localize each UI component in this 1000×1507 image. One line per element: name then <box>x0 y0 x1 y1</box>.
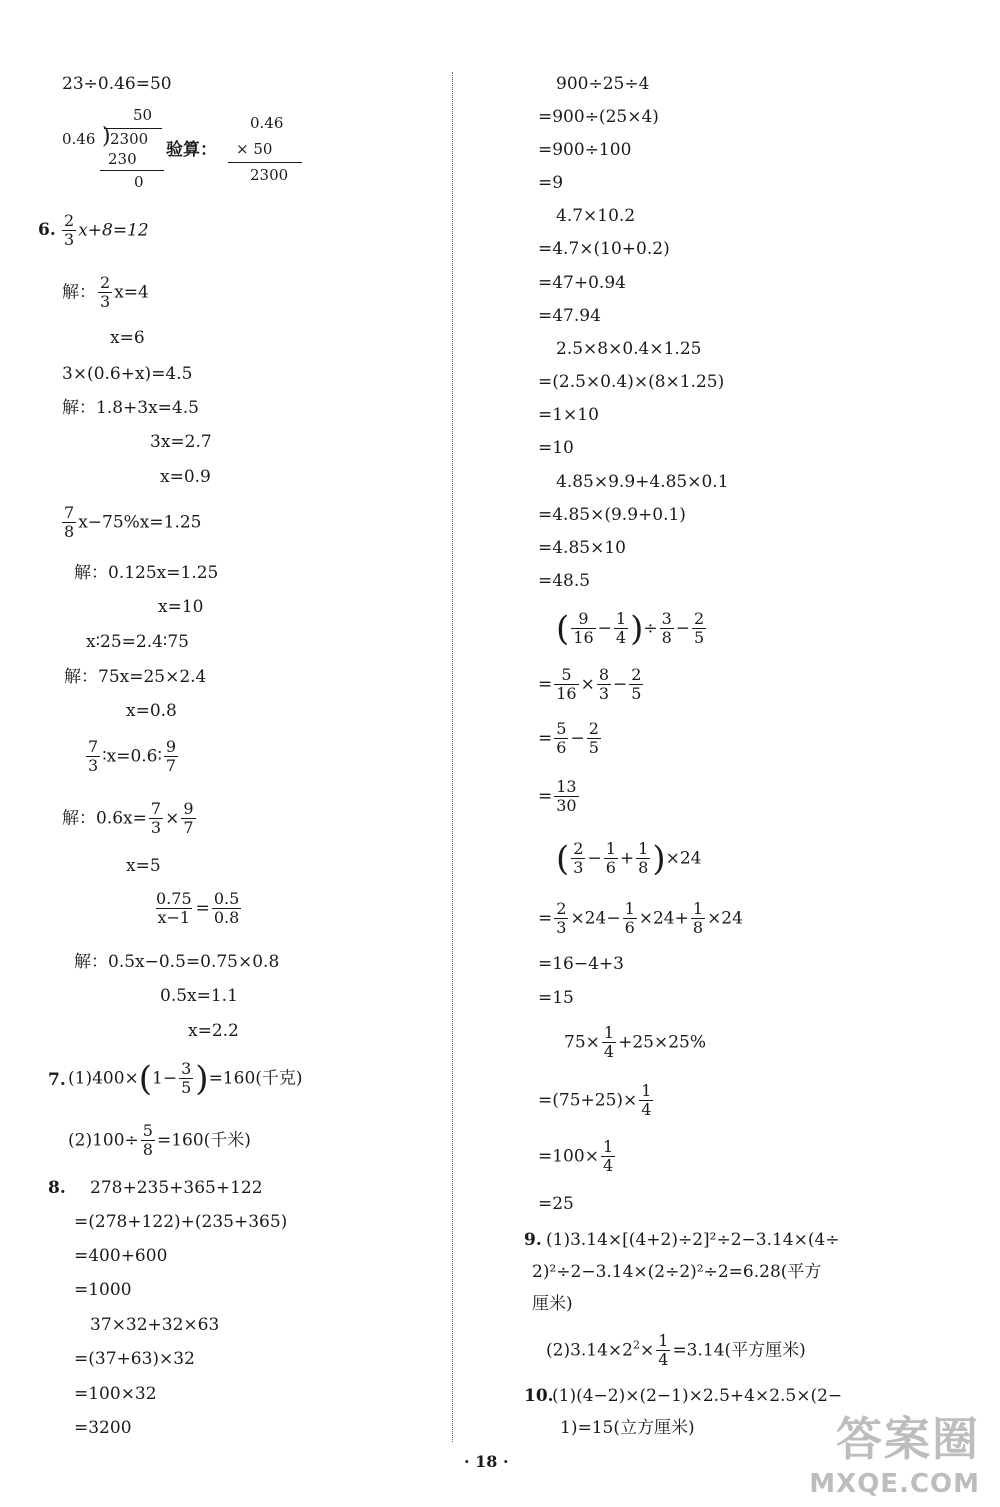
column-divider <box>452 72 453 1442</box>
r-g5-l2: = $\frac{5}{16}$ × $\frac{8}{3}$ − $\frac{2}{5}$ <box>538 665 642 704</box>
q10-line-2: 1)=15(立方厘米) <box>560 1418 695 1438</box>
check-label: 验算： <box>166 140 217 160</box>
division-dividend: 2300 <box>110 130 149 148</box>
q9-line-2: 2)²÷2−3.14×(2÷2)²÷2=6.28(平方 <box>532 1262 822 1282</box>
q6-e4-step2: x=0.8 <box>126 701 177 721</box>
r-g4-l2: =4.85×(9.9+0.1) <box>538 505 686 525</box>
q6-e1-solution: 解： $\frac{2}{3}$ x=4 <box>62 273 149 312</box>
q6-e2-step1: 解：1.8+3x=4.5 <box>62 398 199 418</box>
r-g3-l4: =10 <box>538 438 574 458</box>
check-top: 0.46 <box>250 114 284 132</box>
q9-line-4: $(2)3.14\times 2^2\times$ $\frac{1}{4}$ =3.14(平方厘米) <box>546 1331 806 1370</box>
q8-line-8: =3200 <box>74 1418 132 1438</box>
r-g6-l1: ( $\frac{2}{3}$ − $\frac{1}{6}$ + $\frac{1}{8}$ )×24 <box>556 838 702 879</box>
r-g4-l1: 4.85×9.9+4.85×0.1 <box>556 472 729 492</box>
r-g3-l1: 2.5×8×0.4×1.25 <box>556 339 702 359</box>
division-bracket: ) <box>102 124 111 149</box>
q6-e6-step2: 0.5x=1.1 <box>160 986 238 1006</box>
division-divisor: 0.46 <box>62 130 96 148</box>
r-g7-l4: =25 <box>538 1194 574 1214</box>
q6-e6-step3: x=2.2 <box>188 1021 239 1041</box>
q8-line-3: =400+600 <box>74 1246 168 1266</box>
q6-e5-solution: 解：0.6x= $\frac{7}{3}$ × $\frac{9}{7}$ <box>62 799 194 838</box>
q7-part1: (1)400×(1− $\frac{3}{5}$ )=160(千克) <box>68 1058 303 1099</box>
check-multiplier: × 50 <box>236 140 273 158</box>
q7-part2: (2)100÷ $\frac{5}{8}$ =160(千米) <box>68 1121 251 1160</box>
r-g2-l1: 4.7×10.2 <box>556 206 636 226</box>
q6-number: 6. <box>38 220 56 240</box>
r-g5-l4: = $\frac{13}{30}$ <box>538 777 577 816</box>
q8-line-1: 278+235+365+122 <box>90 1178 263 1198</box>
q8-line-4: =1000 <box>74 1280 132 1300</box>
q8-line-2: =(278+122)+(235+365) <box>74 1212 288 1232</box>
q8-line-6: =(37+63)×32 <box>74 1349 195 1369</box>
r-g4-l3: =4.85×10 <box>538 538 626 558</box>
page-number: · 18 · <box>464 1452 509 1471</box>
q9-line-3: 厘米) <box>532 1294 573 1314</box>
r-g1-l2: =900÷(25×4) <box>538 107 659 127</box>
division-remainder: 0 <box>134 173 144 191</box>
q8-line-7: =100×32 <box>74 1384 157 1404</box>
q6-e2-line: 3×(0.6+x)=4.5 <box>62 364 193 384</box>
r-g2-l2: =4.7×(10+0.2) <box>538 239 670 259</box>
r-g7-l1: 75× $\frac{1}{4}$ +25×25% <box>564 1023 706 1062</box>
q6-e5-answer: x=5 <box>126 856 161 876</box>
r-g1-l4: =9 <box>538 173 564 193</box>
r-g3-l2: =(2.5×0.4)×(8×1.25) <box>538 372 725 392</box>
r-g6-l2: = $\frac{2}{3}$ ×24− $\frac{1}{6}$ ×24+ $\frac{1}{8}$ ×24 <box>538 899 743 938</box>
q9-number: 9. <box>524 1230 542 1250</box>
r-g7-l2: =(75+25)× $\frac{1}{4}$ <box>538 1081 652 1120</box>
q6-e6-step1: 解：0.5x−0.5=0.75×0.8 <box>74 952 280 972</box>
q6-e1-line: $\frac{2}{3}$ x+8=12 <box>64 211 149 250</box>
q6-e4-line: x∶25=2.4∶75 <box>86 632 189 652</box>
q10-line-1: (1)(4−2)×(2−1)×2.5+4×2.5×(2− <box>552 1386 843 1406</box>
q6-e3-step1: 解：0.125x=1.25 <box>74 563 219 583</box>
r-g1-l3: =900÷100 <box>538 140 632 160</box>
q6-e5-line: $\frac{7}{3}$ ∶x=0.6∶ $\frac{9}{7}$ <box>88 737 177 776</box>
r-g6-l3: =16−4+3 <box>538 954 624 974</box>
r-g2-l3: =47+0.94 <box>538 273 626 293</box>
division-quotient: 50 <box>133 106 153 124</box>
q10-number: 10. <box>524 1386 554 1406</box>
q6-e2-step3: x=0.9 <box>160 467 211 487</box>
q6-e6-line: $\frac{0.75}{x-1}$ = $\frac{0.5}{0.8}$ <box>156 889 240 928</box>
check-result: 2300 <box>250 166 289 184</box>
q7-number: 7. <box>48 1070 66 1090</box>
r-g2-l4: =47.94 <box>538 306 601 326</box>
q6-e4-step1: 解：75x=25×2.4 <box>64 667 207 687</box>
q6-e2-step2: 3x=2.7 <box>150 432 212 452</box>
q9-line-1: (1)3.14×[(4+2)÷2]²÷2−3.14×(4÷ <box>546 1230 840 1250</box>
q8-number: 8. <box>48 1178 66 1198</box>
q6-e1-answer: x=6 <box>110 328 145 348</box>
q8-line-5: 37×32+32×63 <box>90 1315 220 1335</box>
division-equation: 23÷0.46=50 <box>62 74 172 94</box>
r-g4-l4: =48.5 <box>538 571 591 591</box>
division-subtract: 230 <box>108 150 137 168</box>
q6-e3-line: $\frac{7}{8}$ x−75%x=1.25 <box>64 503 202 542</box>
r-g5-l1: ( $\frac{9}{16}$ − $\frac{1}{4}$ )÷ $\frac{3}{8}$ − $\frac{2}{5}$ <box>556 608 705 649</box>
r-g6-l4: =15 <box>538 988 574 1008</box>
r-g7-l3: =100× $\frac{1}{4}$ <box>538 1137 614 1176</box>
r-g1-l1: 900÷25÷4 <box>556 74 650 94</box>
r-g3-l3: =1×10 <box>538 405 599 425</box>
watermark-logo: 答案圈 MXQE.COM <box>809 1412 980 1499</box>
q6-e3-step2: x=10 <box>158 597 204 617</box>
r-g5-l3: = $\frac{5}{6}$ − $\frac{2}{5}$ <box>538 719 599 758</box>
